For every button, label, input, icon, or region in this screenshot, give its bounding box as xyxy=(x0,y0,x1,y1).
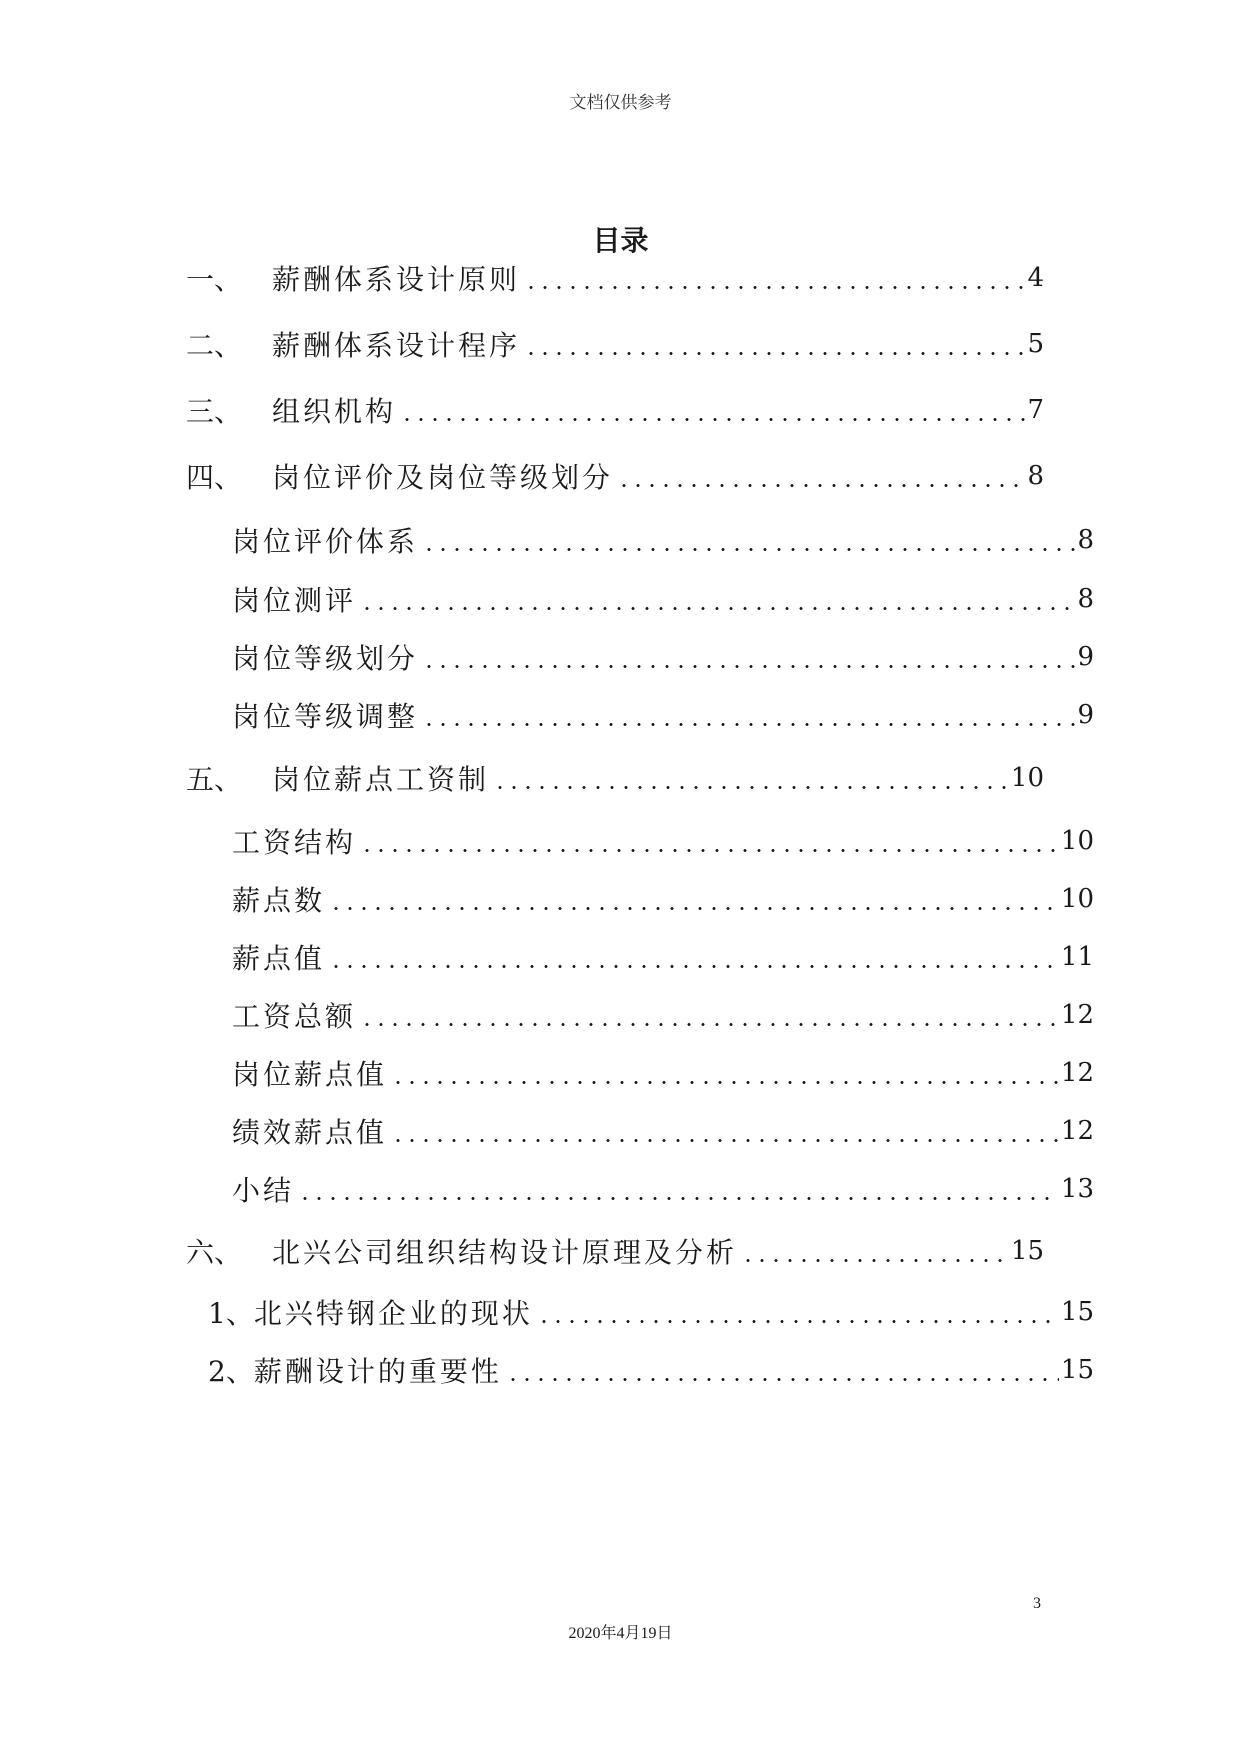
toc-entry-page: 5 xyxy=(1027,329,1044,359)
toc-entry-page: 12 xyxy=(1060,1058,1094,1088)
toc-entry-page: 7 xyxy=(1027,395,1044,425)
toc-subentry[interactable] xyxy=(232,995,1094,1035)
dot-leader xyxy=(741,1231,1009,1271)
dot-leader xyxy=(298,1169,1059,1209)
dot-leader xyxy=(422,520,1075,560)
dot-leader xyxy=(422,637,1075,677)
toc-entry-number: 五、 xyxy=(186,763,243,796)
toc-entry-label: 工资总额 xyxy=(232,1000,357,1033)
toc-entry-label: 岗位评价及岗位等级划分 xyxy=(272,461,614,494)
toc-subentry[interactable] xyxy=(208,1292,1094,1332)
toc-entry[interactable] xyxy=(186,390,1044,430)
page-number: 3 xyxy=(1033,1595,1041,1612)
toc-entry-number: 1、 xyxy=(208,1297,254,1330)
dot-leader xyxy=(493,758,1009,798)
dot-leader xyxy=(617,456,1025,496)
dot-leader xyxy=(360,995,1059,1035)
dot-leader xyxy=(329,937,1059,977)
toc-entry-page: 8 xyxy=(1077,584,1094,614)
toc-subentry[interactable] xyxy=(232,1053,1094,1093)
toc-entry[interactable] xyxy=(186,758,1044,798)
toc-entry-page: 10 xyxy=(1060,826,1094,856)
toc-entry-page: 4 xyxy=(1027,263,1044,293)
dot-leader xyxy=(329,879,1059,919)
toc-entry-page: 8 xyxy=(1077,525,1094,555)
toc-subentry[interactable] xyxy=(208,1350,1094,1390)
toc-subentry[interactable] xyxy=(232,937,1094,977)
dot-leader xyxy=(537,1292,1059,1332)
dot-leader xyxy=(422,695,1075,735)
toc-entry-number: 二、 xyxy=(186,329,243,362)
page-header: 文档仅供参考 xyxy=(569,93,672,113)
dot-leader xyxy=(360,579,1075,619)
toc-entry-label: 岗位等级调整 xyxy=(232,700,419,733)
toc-entry-page: 9 xyxy=(1077,642,1094,672)
dot-leader xyxy=(360,821,1059,861)
dot-leader xyxy=(400,390,1025,430)
toc-subentry[interactable] xyxy=(232,1111,1094,1151)
toc-entry-label: 组织机构 xyxy=(272,395,397,428)
toc-entry[interactable] xyxy=(186,324,1044,364)
toc-entry-page: 11 xyxy=(1060,942,1094,972)
toc-entry-label: 薪酬设计的重要性 xyxy=(253,1355,502,1388)
toc-entry-label: 薪点数 xyxy=(232,884,326,917)
toc-entry-label: 绩效薪点值 xyxy=(232,1116,388,1149)
toc-entry[interactable] xyxy=(186,456,1044,496)
toc-entry-number: 一、 xyxy=(186,263,243,296)
toc-entry-page: 10 xyxy=(1060,884,1094,914)
toc-entry-page: 13 xyxy=(1060,1174,1094,1204)
toc-entry-label: 工资结构 xyxy=(232,826,357,859)
toc-entry-label: 薪酬体系设计程序 xyxy=(272,329,521,362)
toc-entry-label: 薪酬体系设计原则 xyxy=(272,263,521,296)
toc-entry-label: 岗位等级划分 xyxy=(232,642,419,675)
toc-entry-label: 岗位薪点值 xyxy=(232,1058,388,1091)
dot-leader xyxy=(391,1053,1059,1093)
toc-entry-label: 岗位评价体系 xyxy=(232,525,419,558)
toc-entry-label: 薪点值 xyxy=(232,942,326,975)
toc-entry-number: 2、 xyxy=(208,1355,254,1388)
toc-entry-number: 六、 xyxy=(186,1236,243,1269)
toc-entry-page: 15 xyxy=(1010,1236,1044,1266)
toc-entry[interactable] xyxy=(186,1231,1044,1271)
dot-leader xyxy=(524,258,1025,298)
toc-entry-label: 岗位测评 xyxy=(232,584,357,617)
dot-leader xyxy=(391,1111,1059,1151)
dot-leader xyxy=(524,324,1025,364)
toc-subentry[interactable] xyxy=(232,879,1094,919)
toc-subentry[interactable] xyxy=(232,579,1094,619)
toc-entry-page: 8 xyxy=(1027,461,1044,491)
toc-entry[interactable] xyxy=(186,258,1044,298)
dot-leader xyxy=(506,1350,1059,1390)
toc-entry-number: 四、 xyxy=(186,461,243,494)
page-footer-date: 2020年4月19日 xyxy=(568,1625,673,1642)
toc-subentry[interactable] xyxy=(232,695,1094,735)
toc-entry-number: 三、 xyxy=(186,395,243,428)
toc-entry-page: 12 xyxy=(1060,1116,1094,1146)
toc-entry-page: 15 xyxy=(1060,1297,1094,1327)
toc-entry-page: 9 xyxy=(1077,700,1094,730)
toc-entry-label: 岗位薪点工资制 xyxy=(272,763,490,796)
toc-entry-page: 10 xyxy=(1010,763,1044,793)
toc-title: 目录 xyxy=(592,224,649,257)
toc-subentry[interactable] xyxy=(232,637,1094,677)
toc-entry-label: 小结 xyxy=(232,1174,295,1207)
toc-subentry[interactable] xyxy=(232,1169,1094,1209)
toc-entry-label: 北兴特钢企业的现状 xyxy=(253,1297,533,1330)
toc-entry-page: 15 xyxy=(1060,1355,1094,1385)
toc-subentry[interactable] xyxy=(232,821,1094,861)
toc-entry-page: 12 xyxy=(1060,1000,1094,1030)
toc-entry-label: 北兴公司组织结构设计原理及分析 xyxy=(272,1236,738,1269)
toc-subentry[interactable] xyxy=(232,520,1094,560)
